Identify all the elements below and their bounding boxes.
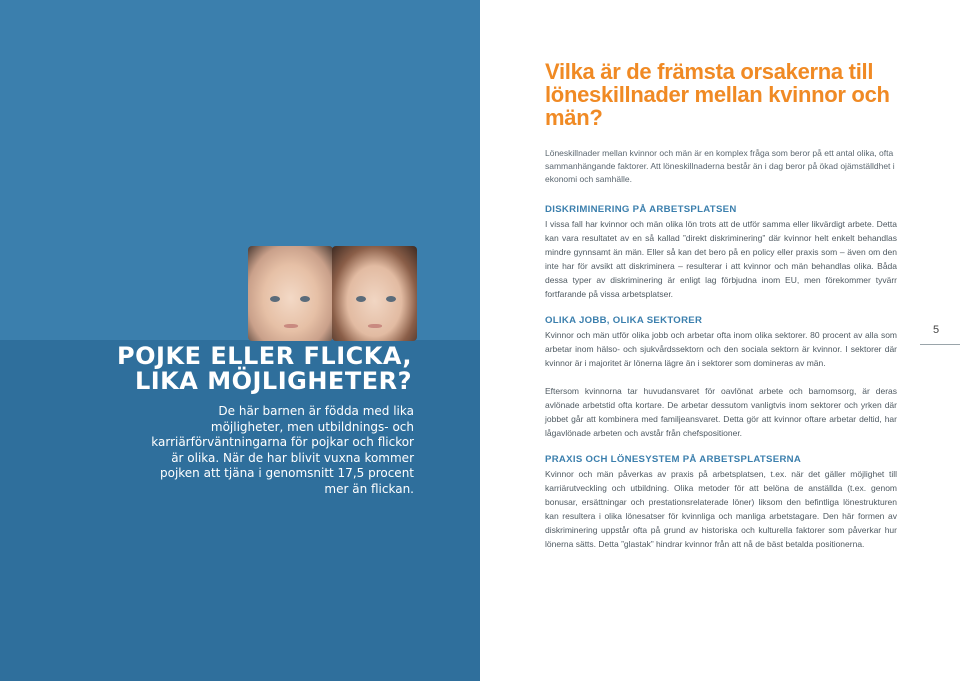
section-heading-practice: PRAXIS OCH LÖNESYSTEM PÅ ARBETSPLATSERNA [545, 454, 802, 465]
girl-left-eye [356, 296, 366, 302]
section-text-jobs-1: Kvinnor och män utför olika jobb och arbetar ofta inom olika sektorer. 80 procent av alla som arbetar inom hälso- och sjukvårdssektorn och den sociala sektorn är kvinnor. I sektorer där kvinnor är i majoritet är lönerna lägre än i sektorer som domineras av män. [545, 330, 897, 368]
page-number: 5 [933, 324, 940, 336]
page-title-line1: Vilka är de främsta orsakerna till [545, 59, 874, 84]
girl-photo [332, 246, 417, 341]
section-heading-discrimination: DISKRIMINERING PÅ ARBETSPLATSEN [545, 204, 737, 215]
left-headline-line2: LIKA MÖJLIGHETER? [134, 367, 412, 395]
section-text-jobs-2: Eftersom kvinnorna tar huvudansvaret för oavlönat arbete och barnomsorg, är deras avlönade arbetstid ofta kortare. De arbetar dessutom vanligtvis inom sektorer och yrken där jobbet går att kombinera med familjeansvaret. Detta gör att kvinnor oftare arbetar deltid, har lågavlönade arbeten och avstår från chefspositioner. [545, 386, 897, 438]
intro-text: Löneskillnader mellan kvinnor och män är en komplex fråga som beror på ett antal olika, ofta sammanhängande faktorer. Att löneskillnaderna består än i dag beror på ökad ojämställdhet i ekonomi och samhälle. [545, 148, 895, 184]
section-heading-jobs: OLIKA JOBB, OLIKA SEKTORER [545, 315, 703, 326]
section-text-discrimination: I vissa fall har kvinnor och män olika lön trots att de utför samma eller likvärdigt arbete. Detta kan vara resultatet av en så kallad ”direkt diskriminering” där kvinnor helt enkelt behandlas mindre gynnsamt än män. Eller så kan det bero på en policy eller praxis som – även om den inte har för avsikt att diskriminera – resulterar i att kvinnor och män behandlas olika. Båda dessa typer av diskriminering är enligt lag förbjudna inom EU, men förekommer tyvärr fortfarande på vissa arbetsplatser. [545, 219, 897, 299]
left-headline-line1: POJKE ELLER FLICKA, [117, 342, 412, 370]
girl-mouth [368, 324, 382, 328]
boy-photo [248, 246, 333, 341]
left-headline [117, 344, 412, 394]
boy-left-eye [270, 296, 280, 302]
girl-right-eye [386, 296, 396, 302]
left-body-text: De här barnen är födda med lika möjligheter, men utbildnings- och karriärförväntningarna för pojkar och flickor är olika. När de har blivit vuxna kommer pojken att tjäna i genomsnitt 17,5 procent mer än flickan. [151, 404, 414, 496]
section-text-practice: Kvinnor och män påverkas av praxis på arbetsplatsen, t.ex. när det gäller möjlighet till karriärutveckling och utbildning. Olika metoder för att belöna de anställda (t.ex. genom bonusar, ersättningar och prestationsrelaterade löner) liksom den befintliga lönestrukturen kan resultera i olika lönesatser för kvinnliga och manliga arbetstagare. Den här formen av diskriminering uppstår ofta på grund av historiska och kulturella faktorer som påverkar hur lönerna sätts. Detta ”glastak” hindrar kvinnor från att nå de bäst betalda positionerna. [545, 469, 897, 549]
boy-mouth [284, 324, 298, 328]
page-number-rule [920, 344, 960, 345]
page-title-line2: löneskillnader mellan kvinnor och män? [545, 82, 890, 130]
right-column [545, 60, 897, 551]
boy-right-eye [300, 296, 310, 302]
page-title [545, 60, 897, 129]
